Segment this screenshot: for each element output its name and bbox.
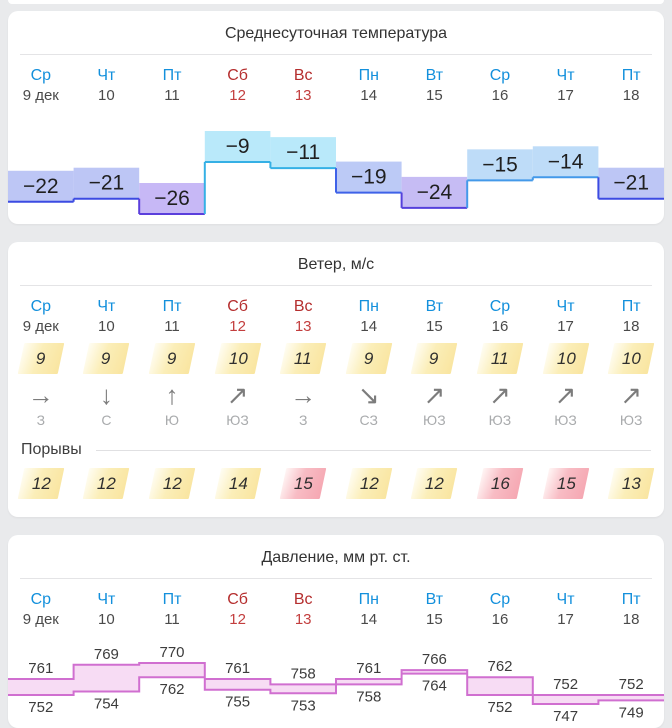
wind-direction-label: Ю	[164, 412, 180, 428]
wind-gust-badge	[280, 468, 327, 499]
temp-value-label: −21	[88, 171, 125, 195]
day-date: 18	[622, 318, 640, 335]
day-date: 12	[229, 318, 246, 335]
pressure-day-header-row	[8, 579, 664, 630]
day-name: Пн	[358, 67, 379, 84]
wind-gust-badge	[608, 468, 655, 499]
wind-direction-label: СЗ	[359, 412, 378, 428]
day-column-18[interactable]	[598, 589, 664, 630]
wind-direction-arrow-icon: ↘	[357, 380, 380, 410]
day-name: Чт	[556, 591, 575, 608]
wind-speed-badge	[214, 343, 261, 374]
wind-speed-badge	[345, 343, 392, 374]
day-name: Пт	[621, 298, 641, 315]
day-date: 13	[294, 611, 312, 628]
wind-direction-label: ЮЗ	[619, 412, 643, 428]
day-column-13[interactable]	[270, 296, 336, 337]
wind-direction-label: С	[101, 412, 112, 428]
wind-direction-arrow-icon: →	[27, 380, 54, 410]
wind-gust-cell	[533, 468, 599, 499]
wind-gust-badge	[477, 468, 524, 499]
day-name: Ср	[489, 67, 511, 84]
pressure-max-label: 752	[618, 676, 644, 694]
day-date: 10	[98, 87, 115, 104]
day-name: Вс	[293, 591, 313, 608]
day-name: Чт	[97, 591, 116, 608]
temperature-card	[8, 11, 664, 224]
day-date: 12	[229, 611, 246, 628]
pressure-min-label: 752	[28, 699, 54, 717]
pressure-max-label: 758	[290, 665, 316, 683]
previous-card-bottom-edge	[8, 0, 664, 4]
wind-speed-value: 9	[36, 348, 46, 368]
day-column-17[interactable]	[533, 589, 599, 630]
day-column-18[interactable]	[598, 65, 664, 106]
day-name: Пт	[621, 67, 641, 84]
temp-value-label: −22	[22, 174, 59, 198]
day-column-9-дек[interactable]	[8, 589, 74, 630]
wind-gust-badge	[411, 468, 458, 499]
wind-gust-cell	[205, 468, 271, 499]
day-column-15[interactable]	[402, 589, 468, 630]
day-column-13[interactable]	[270, 65, 336, 106]
day-name: Пт	[162, 591, 182, 608]
wind-card	[8, 242, 664, 517]
pressure-min-label: 758	[356, 688, 382, 706]
day-name: Сб	[227, 298, 248, 315]
wind-gust-value: 15	[556, 473, 575, 493]
day-name: Чт	[97, 67, 116, 84]
wind-direction-arrow-icon: ↗	[423, 380, 446, 410]
wind-speed-value: 10	[556, 348, 575, 368]
wind-gust-value: 12	[96, 473, 116, 493]
pressure-min-label: 747	[553, 707, 579, 725]
wind-speed-cell	[139, 343, 205, 374]
wind-gust-value: 12	[359, 473, 379, 493]
day-date: 10	[98, 611, 115, 628]
pressure-max-label: 766	[421, 651, 447, 669]
wind-gust-badge	[18, 468, 65, 499]
day-name: Пт	[162, 298, 182, 315]
wind-direction-label: З	[36, 412, 46, 428]
day-name: Пт	[162, 67, 182, 84]
pressure-card	[8, 535, 664, 728]
pressure-min-label: 752	[487, 699, 513, 717]
day-date: 17	[557, 87, 574, 104]
wind-gust-cell	[139, 468, 205, 499]
wind-gust-value: 15	[293, 473, 313, 493]
day-name: Чт	[97, 298, 116, 315]
wind-speed-cell	[270, 343, 336, 374]
spacer	[8, 499, 664, 517]
pressure-min-label: 754	[93, 695, 119, 713]
pressure-max-label: 761	[28, 660, 54, 678]
day-date: 17	[557, 611, 574, 628]
wind-gust-value: 12	[424, 473, 444, 493]
wind-speed-badge	[149, 343, 196, 374]
wind-direction-label: З	[298, 412, 308, 428]
day-name: Ср	[489, 591, 511, 608]
wind-day-header-row	[8, 286, 664, 337]
day-date: 17	[557, 318, 574, 335]
wind-gust-cell	[8, 468, 74, 499]
wind-speed-value: 9	[429, 348, 440, 368]
wind-direction-label-row	[8, 410, 664, 430]
wind-gust-value: 13	[621, 473, 641, 493]
temp-value-label: −24	[416, 180, 453, 204]
gusts-label: Порывы	[21, 441, 82, 458]
wind-direction-label: ЮЗ	[488, 412, 512, 428]
temperature-step-chart	[8, 112, 664, 224]
pressure-max-label: 752	[553, 676, 579, 694]
wind-direction-arrow-icon: →	[290, 380, 317, 410]
wind-speed-cell	[598, 343, 664, 374]
temp-value-label: −15	[482, 153, 518, 177]
pressure-min-label: 755	[225, 693, 251, 711]
day-date: 9 дек	[22, 318, 59, 335]
day-date: 16	[491, 318, 509, 335]
wind-speed-row	[8, 343, 664, 374]
day-date: 11	[164, 87, 180, 104]
day-date: 15	[426, 318, 443, 335]
wind-gust-badge	[542, 468, 589, 499]
day-name: Чт	[556, 298, 575, 315]
temp-value-label: −9	[225, 135, 250, 158]
wind-gust-cell	[467, 468, 533, 499]
day-column-11[interactable]	[139, 296, 205, 337]
day-column-11[interactable]	[139, 589, 205, 630]
day-date: 9 дек	[22, 611, 59, 628]
wind-speed-badge	[542, 343, 589, 374]
wind-speed-cell	[8, 343, 74, 374]
day-date: 15	[426, 87, 443, 104]
day-name: Ср	[30, 591, 52, 608]
wind-direction-arrow-icon: ↑	[165, 380, 179, 410]
day-name: Ср	[30, 298, 52, 315]
day-column-9-дек[interactable]	[8, 296, 74, 337]
wind-speed-badge	[477, 343, 524, 374]
day-column-11[interactable]	[139, 65, 205, 106]
temperature-card-title: Среднесуточная температура	[224, 25, 448, 42]
day-column-10[interactable]	[74, 65, 140, 106]
wind-gust-badge	[345, 468, 392, 499]
day-name: Вт	[425, 67, 444, 84]
wind-speed-cell	[467, 343, 533, 374]
day-name: Вт	[425, 298, 444, 315]
wind-gust-value: 14	[228, 473, 248, 493]
wind-direction-label: ЮЗ	[554, 412, 577, 428]
temp-value-label: −19	[350, 165, 387, 189]
day-name: Пн	[358, 298, 379, 315]
wind-direction-arrow-icon: ↗	[620, 380, 643, 410]
wind-speed-value: 9	[167, 348, 177, 368]
day-column-14[interactable]	[336, 65, 402, 106]
wind-direction-arrow-icon: ↗	[554, 380, 577, 410]
day-column-18[interactable]	[598, 296, 664, 337]
pressure-min-label: 762	[159, 681, 185, 699]
day-date: 14	[360, 318, 378, 335]
pressure-max-label: 761	[356, 660, 382, 678]
wind-speed-cell	[205, 343, 271, 374]
wind-direction-arrow-row	[8, 382, 664, 408]
wind-speed-cell	[402, 343, 468, 374]
wind-gust-badge	[83, 468, 130, 499]
day-column-13[interactable]	[270, 589, 336, 630]
wind-gust-badge	[149, 468, 196, 499]
day-date: 12	[229, 87, 246, 104]
wind-direction-arrow-icon: ↓	[99, 380, 113, 410]
day-column-16[interactable]	[467, 65, 533, 106]
day-name: Вс	[293, 298, 313, 315]
pressure-max-label: 770	[159, 644, 185, 661]
day-date: 15	[426, 611, 443, 628]
wind-gust-value: 16	[490, 473, 510, 493]
wind-speed-badge	[83, 343, 130, 374]
wind-speed-value: 11	[491, 348, 509, 368]
pressure-min-label: 749	[618, 704, 644, 722]
wind-speed-cell	[74, 343, 140, 374]
wind-direction-label: ЮЗ	[226, 412, 249, 428]
wind-speed-value: 10	[228, 348, 248, 368]
gusts-rule-line	[96, 450, 651, 451]
wind-speed-badge	[280, 343, 327, 374]
day-date: 10	[98, 318, 115, 335]
day-date: 9 дек	[22, 87, 59, 104]
day-name: Чт	[556, 67, 575, 84]
wind-direction-arrow-icon: ↗	[226, 380, 249, 410]
wind-direction-arrow-icon: ↗	[489, 380, 511, 410]
pressure-min-label: 753	[290, 697, 316, 715]
gusts-header	[21, 441, 651, 459]
wind-gust-cell	[74, 468, 140, 499]
temp-value-label: −14	[547, 150, 584, 174]
pressure-max-label: 761	[225, 660, 251, 678]
day-name: Пн	[358, 591, 379, 608]
wind-speed-value: 9	[101, 348, 112, 368]
day-date: 14	[360, 87, 378, 104]
day-date: 18	[622, 87, 640, 104]
day-column-17[interactable]	[533, 296, 599, 337]
day-name: Сб	[227, 67, 248, 84]
day-column-16[interactable]	[467, 589, 533, 630]
day-name: Вт	[425, 591, 444, 608]
day-column-12[interactable]	[205, 296, 271, 337]
wind-speed-badge	[411, 343, 458, 374]
day-column-15[interactable]	[402, 296, 468, 337]
day-name: Пт	[621, 591, 641, 608]
wind-speed-badge	[608, 343, 655, 374]
day-date: 16	[491, 87, 509, 104]
day-date: 13	[294, 318, 312, 335]
day-date: 11	[164, 611, 180, 628]
pressure-band-chart	[8, 636, 664, 728]
pressure-card-title: Давление, мм рт. ст.	[261, 549, 411, 566]
wind-speed-cell	[533, 343, 599, 374]
wind-speed-value: 9	[364, 348, 374, 368]
day-name: Ср	[489, 298, 511, 315]
wind-gust-value: 12	[162, 473, 182, 493]
wind-gust-badge	[214, 468, 261, 499]
day-column-15[interactable]	[402, 65, 468, 106]
wind-speed-value: 11	[294, 348, 312, 368]
day-column-12[interactable]	[205, 589, 271, 630]
wind-card-title: Ветер, м/с	[297, 256, 375, 273]
wind-speed-cell	[336, 343, 402, 374]
wind-speed-value: 10	[621, 348, 641, 368]
day-column-16[interactable]	[467, 296, 533, 337]
pressure-min-label: 764	[421, 677, 447, 695]
day-date: 11	[164, 318, 180, 335]
day-column-14[interactable]	[336, 296, 402, 337]
day-name: Ср	[30, 67, 52, 84]
temp-value-label: −21	[613, 171, 650, 195]
wind-gusts-row	[8, 468, 664, 499]
day-column-10[interactable]	[74, 296, 140, 337]
day-date: 13	[294, 87, 312, 104]
wind-direction-label: ЮЗ	[423, 412, 446, 428]
day-column-10[interactable]	[74, 589, 140, 630]
day-name: Вс	[293, 67, 313, 84]
wind-gust-value: 12	[31, 473, 51, 493]
wind-gust-cell	[402, 468, 468, 499]
pressure-max-label: 769	[93, 645, 119, 663]
day-column-12[interactable]	[205, 65, 271, 106]
wind-gust-cell	[270, 468, 336, 499]
temp-value-label: −11	[286, 141, 321, 165]
day-column-9-дек[interactable]	[8, 65, 74, 106]
day-date: 16	[491, 611, 509, 628]
wind-gust-cell	[598, 468, 664, 499]
day-name: Сб	[227, 591, 248, 608]
day-column-14[interactable]	[336, 589, 402, 630]
day-column-17[interactable]	[533, 65, 599, 106]
temperature-day-header-row	[8, 55, 664, 106]
wind-speed-badge	[18, 343, 65, 374]
day-date: 14	[360, 611, 378, 628]
wind-gust-cell	[336, 468, 402, 499]
temp-value-label: −26	[154, 187, 190, 210]
day-date: 18	[622, 611, 640, 628]
pressure-max-label: 762	[487, 658, 513, 676]
